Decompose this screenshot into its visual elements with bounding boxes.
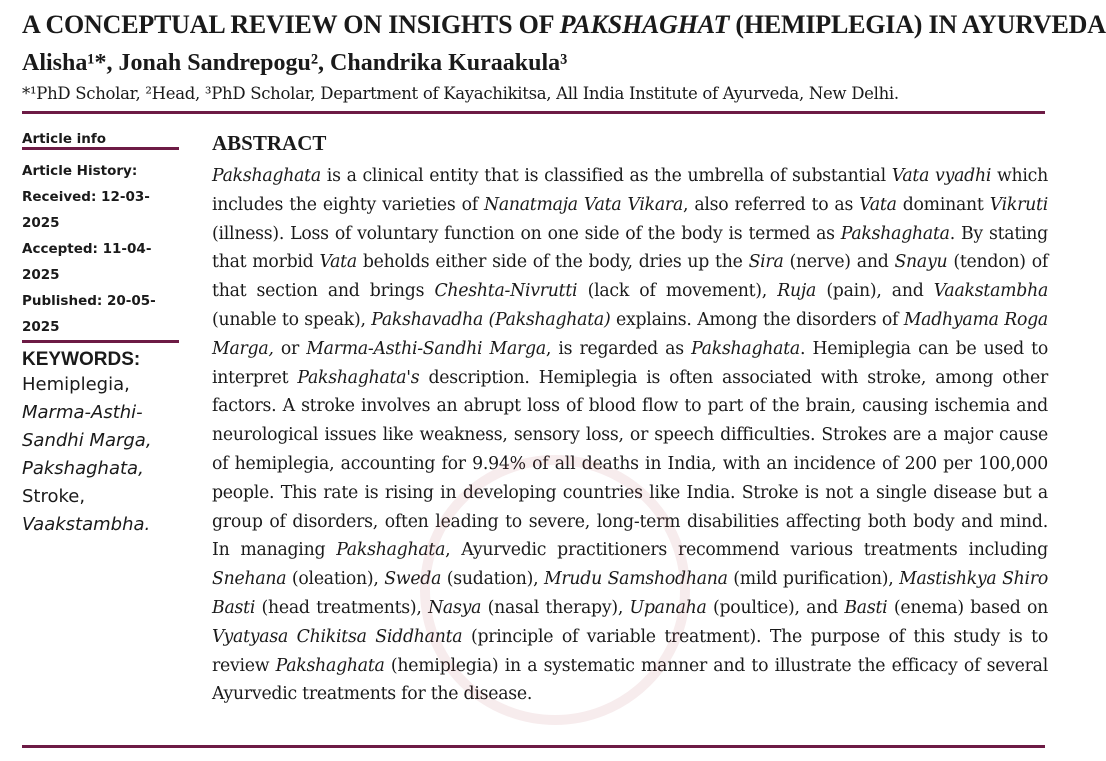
abstract-term: Madhyama Roga Marga, (212, 309, 1048, 359)
article-info-sidebar (22, 131, 182, 539)
paper-title (22, 10, 1106, 40)
received-date: Received: 12-03-2025 (22, 189, 150, 231)
abstract-text-run: or (273, 338, 307, 359)
abstract-text-run: (head treatments), (255, 597, 429, 618)
abstract-text-run: is a clinical entity that is classified as the umbrella of substantial (320, 166, 892, 186)
abstract-text-run: (sudation), (441, 569, 544, 590)
abstract-text-run: description. Hemiplegia is often associated with stroke, among other factors. A stroke involves an abrupt loss of blood flow to part of the brain, causing ischemia and neurological issues like weakness, sensory loss, or speech difficulties. Strokes are a major cause of hemiplegia, accounting for 9.94% of all deaths in India, with an incidence of 200 per 100,000 people. This rate is rising in developing countries like India. Stroke is not a single disease but a group of disorders, often leading to severe, long-term disabilities affecting both body and mind. In managing (212, 367, 1049, 561)
abstract-term: Vata (859, 194, 897, 215)
keyword: Pakshaghata, (22, 458, 144, 479)
abstract-term: Snayu (894, 252, 948, 273)
abstract-text-run: . By stating that morbid (212, 223, 1048, 273)
abstract-term: Pakshaghata (336, 540, 446, 561)
keyword: Vaakstambha. (22, 514, 151, 535)
abstract-term: Pakshaghata (212, 166, 321, 186)
abstract-text-run: which includes the eighty varieties of (212, 166, 1048, 215)
abstract-term: Pakshaghata's (297, 367, 420, 388)
abstract-section (212, 131, 1048, 709)
abstract-term: Marma-Asthi-Sandhi Marga (306, 338, 546, 359)
abstract-term: Vata (319, 252, 357, 273)
abstract-term: Snehana (212, 569, 287, 590)
abstract-term: Sweda (384, 569, 442, 590)
title-part-italic: PAKSHAGHAT (559, 10, 730, 39)
abstract-term: Vaakstambha (933, 281, 1048, 302)
abstract-term: Pakshaghata (275, 655, 385, 676)
affiliation: *¹PhD Scholar, ²Head, ³PhD Scholar, Department of Kayachikitsa, All India Institute of Ayurveda, New Delhi. (22, 84, 899, 103)
abstract-text-run: , Ayurvedic practitioners recommend various treatments including (445, 540, 1048, 561)
abstract-term: Vyatyasa Chikitsa Siddhanta (212, 626, 463, 647)
abstract-text-run: (hemiplegia) in a systematic manner and to illustrate the efficacy of several Ayurvedic treatments for the disease. (212, 655, 1049, 705)
abstract-text-run: (principle of variable treatment). The purpose of this study is to review (212, 626, 1048, 676)
title-part-2: (HEMIPLEGIA) IN AYURVEDA (729, 10, 1106, 39)
abstract-text-run: (pain), and (816, 281, 934, 302)
abstract-term: Sira (748, 252, 784, 273)
keywords-heading: KEYWORDS: (22, 349, 141, 370)
article-info-rule (22, 147, 179, 150)
published-date: Published: 20-05-2025 (22, 293, 156, 335)
abstract-term: Vata vyadhi (891, 166, 992, 186)
abstract-text-run: (nasal therapy), (481, 597, 630, 618)
abstract-term: Cheshta-Nivrutti (434, 281, 578, 302)
abstract-term: Mastishkya Shiro Basti (212, 569, 1048, 618)
abstract-term: Pakshaghata (840, 223, 950, 244)
article-history (22, 158, 182, 340)
abstract-term: Vikruti (989, 194, 1048, 215)
abstract-text-run: , also referred to as (683, 194, 860, 215)
keyword: Hemiplegia, (22, 374, 130, 395)
abstract-text-run: explains. Among the disorders of (610, 309, 904, 330)
abstract-text-run: (oleation), (286, 569, 385, 590)
bottom-rule (22, 745, 1045, 748)
keywords-list (22, 371, 182, 539)
abstract-text-run: (lack of movement), (577, 281, 778, 302)
accepted-date: Accepted: 11-04-2025 (22, 241, 152, 283)
abstract-body (212, 162, 1048, 709)
article-info-heading: Article info (22, 131, 107, 147)
abstract-term: Pakshaghata (691, 338, 800, 359)
history-label: Article History: (22, 163, 138, 179)
abstract-text-run: beholds either side of the body, dries up the (356, 252, 749, 273)
abstract-text-run: , is regarded as (545, 338, 692, 359)
abstract-term: Basti (844, 597, 888, 618)
abstract-text-run: (illness). Loss of voluntary function on one side of the body is termed as (212, 223, 841, 244)
abstract-term: Nanatmaja Vata Vikara (483, 194, 683, 215)
abstract-text-run: . Hemiplegia can be used to interpret (212, 338, 1049, 388)
abstract-text-run: (unable to speak), (212, 309, 372, 330)
abstract-text-run: (tendon) of that section and brings (212, 252, 1048, 302)
abstract-text-run: (enema) based on (887, 597, 1049, 618)
history-rule (22, 340, 179, 343)
abstract-text-run: (nerve) and (783, 252, 895, 273)
abstract-term: Pakshavadha (Pakshaghata) (371, 309, 611, 330)
title-part-1: A CONCEPTUAL REVIEW ON INSIGHTS OF (22, 10, 560, 39)
abstract-text-run: (mild purification), (727, 569, 900, 590)
keyword: Stroke, (22, 486, 86, 507)
abstract-term: Upanaha (629, 597, 707, 618)
abstract-term: Nasya (428, 597, 482, 618)
top-rule (22, 111, 1045, 114)
abstract-term: Ruja (777, 281, 817, 302)
abstract-text-run: (poultice), and (706, 597, 845, 618)
author-list: Alisha¹*, Jonah Sandrepogu², Chandrika Kuraakula³ (22, 50, 568, 76)
abstract-text-run: dominant (896, 194, 990, 215)
keyword: Marma-Asthi-Sandhi Marga, (22, 402, 152, 451)
abstract-term: Mrudu Samshodhana (543, 569, 728, 590)
abstract-heading: ABSTRACT (212, 131, 327, 155)
